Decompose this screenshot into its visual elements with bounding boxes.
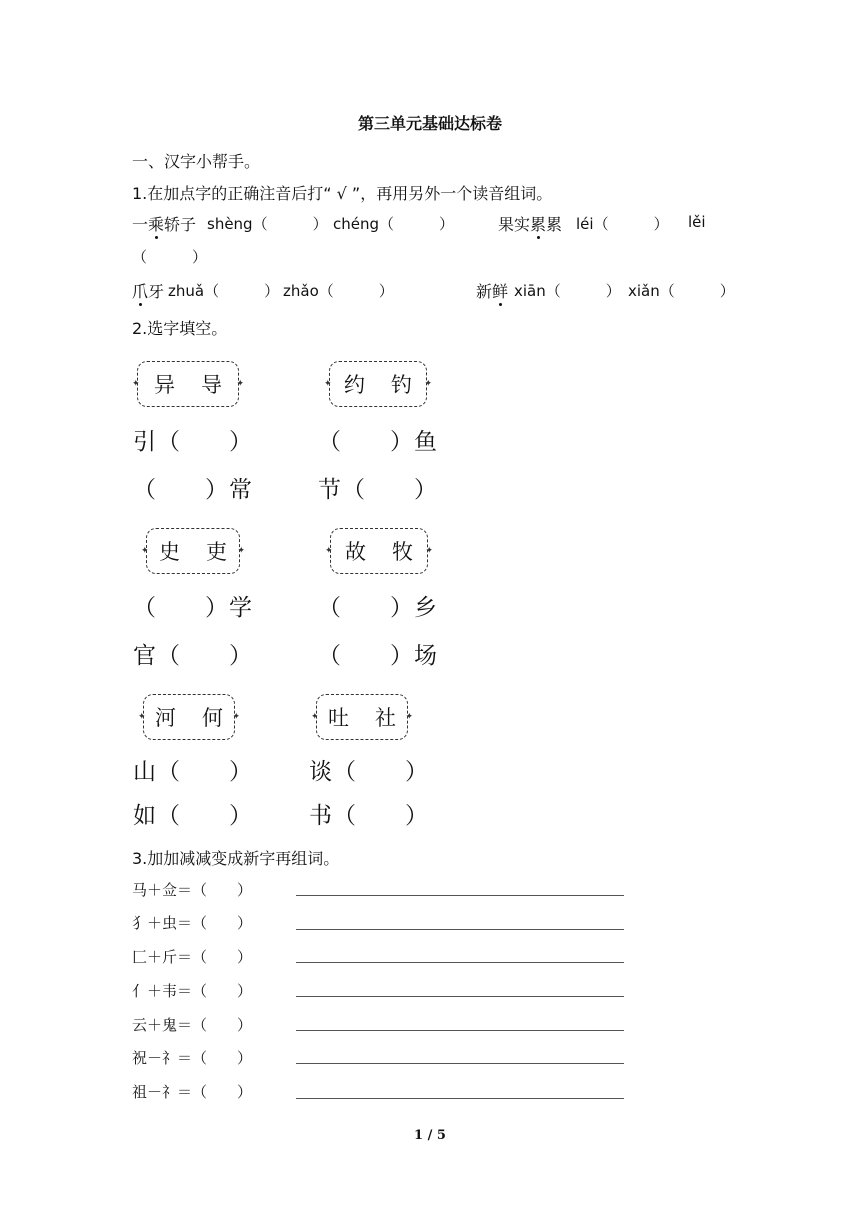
equation-item: 犭＋虫＝（ ） <box>132 914 253 932</box>
emphasis-dot-char: 爪 <box>132 279 148 302</box>
choice-box <box>329 361 427 407</box>
fill-blank-item: （ ）常 <box>133 477 253 503</box>
q1-row1-word1: 一乘轿子 <box>132 212 196 235</box>
equation-item: 匚＋斤＝（ ） <box>132 948 253 966</box>
page-number: 1 / 5 <box>414 1128 446 1143</box>
q1-row2-option-c: xiān（ ） <box>514 282 621 300</box>
equation-item: 云＋鬼＝（ ） <box>132 1016 253 1034</box>
fill-blank-item: （ ）乡 <box>318 595 438 621</box>
choice-char: ✦ 河 <box>155 706 176 730</box>
section-heading: 一、汉字小帮手。 <box>132 152 261 171</box>
equation-item: 祝－礻＝（ ） <box>132 1049 253 1067</box>
fill-blank-item: 如（ ） <box>133 803 253 829</box>
choice-char: 牧 <box>392 540 413 564</box>
equation-item: 马＋佥＝（ ） <box>132 881 253 899</box>
choice-char: ✦ 约 <box>344 373 365 397</box>
choice-char: 导 <box>201 373 222 397</box>
emphasis-dot-char: 鲜 <box>492 279 508 302</box>
fill-blank-item: （ ）鱼 <box>318 429 438 455</box>
q1-row2-word2: 新鲜 <box>476 279 508 302</box>
answer-line <box>296 929 624 930</box>
q1-row2-word1: 爪牙 <box>132 279 164 302</box>
choice-box <box>146 528 240 574</box>
q1-row1-option-b: chéng（ ） <box>333 215 455 233</box>
choice-char: ✦ 故 <box>345 540 366 564</box>
q1-row1-option-a: shèng（ ） <box>207 215 328 233</box>
answer-line <box>296 1098 624 1099</box>
choice-box <box>143 694 235 740</box>
fill-blank-item: 官（ ） <box>133 643 253 669</box>
fill-blank-item: （ ）场 <box>318 643 438 669</box>
choice-char: ✦ 异 <box>154 373 175 397</box>
fill-blank-item: 山（ ） <box>133 759 253 785</box>
choice-box <box>316 694 408 740</box>
answer-line <box>296 996 624 997</box>
fill-blank-item: 节（ ） <box>318 477 438 503</box>
answer-line <box>296 895 624 896</box>
fill-blank-item: （ ）学 <box>133 595 253 621</box>
emphasis-dot-char: 乘 <box>148 212 164 235</box>
q1-row2-option-b: zhǎo（ ） <box>283 282 394 300</box>
fill-blank-item: 书（ ） <box>309 803 429 829</box>
answer-line <box>296 962 624 963</box>
choice-char: 何 <box>202 706 223 730</box>
question-2-prompt: 2.选字填空。 <box>132 319 228 338</box>
choice-char: ✦ 史 <box>159 540 180 564</box>
choice-box <box>137 361 239 407</box>
equation-item: 亻＋韦＝（ ） <box>132 982 253 1000</box>
question-3-prompt: 3.加加减减变成新字再组词。 <box>132 849 340 868</box>
q1-row2-option-d: xiǎn（ ） <box>628 282 735 300</box>
choice-box <box>330 528 428 574</box>
emphasis-dot-char: 累 <box>530 212 546 235</box>
q1-row1-continued: （ ） <box>132 248 208 266</box>
answer-line <box>296 1030 624 1031</box>
q1-row1-word2: 果实累累 <box>498 212 562 235</box>
fill-blank-item: 谈（ ） <box>309 759 429 785</box>
question-1-prompt: 1.在加点字的正确注音后打“ √ ”，再用另外一个读音组词。 <box>132 184 553 203</box>
q1-row1-option-c: léi（ ） <box>576 215 669 233</box>
choice-char: 社 <box>375 706 396 730</box>
fill-blank-item: 引（ ） <box>133 429 253 455</box>
choice-char: ✦ 吐 <box>328 706 349 730</box>
choice-char: 钓 <box>391 373 412 397</box>
q1-row1-option-d: lěi <box>688 213 706 231</box>
answer-line <box>296 1063 624 1064</box>
equation-item: 祖－礻＝（ ） <box>132 1083 253 1101</box>
page-title: 第三单元基础达标卷 <box>357 114 502 133</box>
choice-char: 吏 <box>206 540 227 564</box>
q1-row2-option-a: zhuǎ（ ） <box>168 282 280 300</box>
